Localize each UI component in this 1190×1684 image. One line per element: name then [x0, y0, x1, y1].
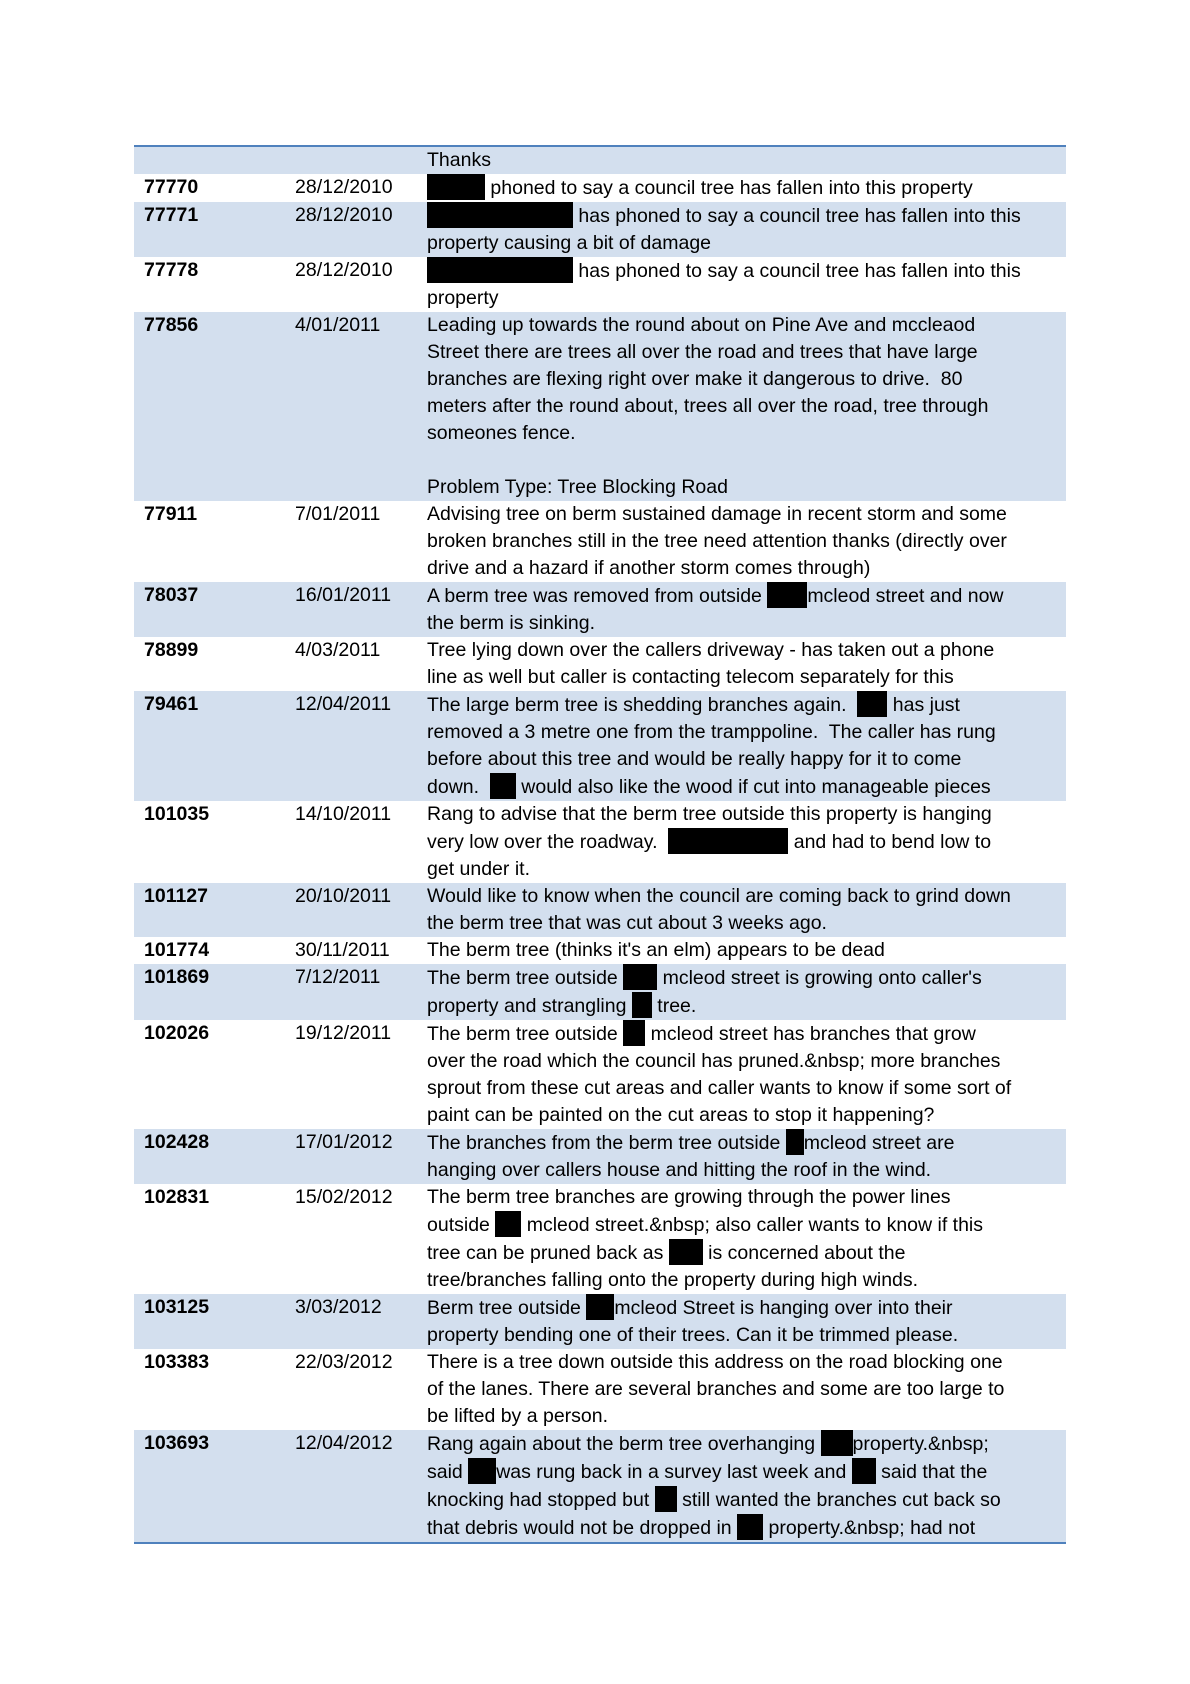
- redaction-block: [495, 1211, 521, 1237]
- description-line: [427, 610, 1062, 637]
- table-row: [134, 1349, 1066, 1430]
- description-text: tree can be pruned back as: [427, 1242, 669, 1264]
- description-text: Advising tree on berm sustained damage in recent storm and some: [427, 503, 1007, 525]
- description-text: that debris would not be dropped in: [427, 1517, 738, 1539]
- record-id: 78899: [144, 639, 199, 661]
- description-text: mcleod Street is hanging over into their: [614, 1297, 953, 1319]
- description-line: [427, 1157, 1062, 1184]
- description-line: [427, 147, 1062, 174]
- description-text: has phoned to say a council tree has fallen into this: [573, 205, 1021, 227]
- description-text: get under it.: [427, 858, 530, 880]
- table-row: [134, 582, 1066, 637]
- redaction-block: [427, 174, 485, 200]
- record-description: [425, 146, 1066, 174]
- redaction-block: [668, 828, 788, 854]
- description-text: said that the: [875, 1461, 988, 1483]
- description-text: would also like the wood if cut into manageable pieces: [515, 776, 991, 798]
- record-description: [425, 637, 1066, 691]
- description-line: [427, 1129, 1062, 1157]
- record-date: 22/03/2012: [295, 1351, 393, 1373]
- description-text: Problem Type: Tree Blocking Road: [427, 476, 728, 498]
- description-text: Street there are trees all over the road and trees that have large: [427, 341, 978, 363]
- description-text: There is a tree down outside this address on the road blocking one: [427, 1351, 1003, 1373]
- redaction-block: [586, 1294, 614, 1320]
- record-date: 12/04/2011: [295, 691, 425, 801]
- redaction-block: [767, 582, 807, 608]
- description-line: [427, 230, 1062, 257]
- record-description: [425, 312, 1066, 501]
- table-row: [134, 1020, 1066, 1129]
- record-id: 101127: [134, 883, 295, 937]
- record-description: [425, 582, 1066, 637]
- record-description: [425, 257, 1066, 312]
- table-row: [134, 501, 1066, 582]
- description-text: The large berm tree is shedding branches again.: [427, 694, 858, 716]
- blank-line: [427, 447, 1062, 474]
- description-text: branches are flexing right over make it dangerous to drive. 80: [427, 368, 963, 390]
- description-line: [427, 1075, 1062, 1102]
- description-line: [427, 474, 1062, 501]
- description-line: [427, 528, 1062, 555]
- description-text: over the road which the council has pruned.&nbsp; more branches: [427, 1050, 1001, 1072]
- table-row: [134, 146, 1066, 174]
- description-text: The berm tree (thinks it's an elm) appears to be dead: [427, 939, 885, 961]
- record-id: 102026: [144, 1022, 210, 1044]
- description-text: phoned to say a council tree has fallen into this property: [485, 177, 973, 199]
- table-row: [134, 174, 1066, 202]
- record-date: 12/04/2012: [295, 1430, 425, 1543]
- record-date: 28/12/2010: [295, 202, 425, 257]
- record-id: 102831: [144, 1186, 210, 1208]
- record-date: 17/01/2012: [295, 1129, 425, 1184]
- description-line: [427, 1322, 1062, 1349]
- redaction-block: [623, 1020, 645, 1046]
- description-line: [427, 312, 1062, 339]
- table-row: [134, 1129, 1066, 1184]
- description-line: [427, 285, 1062, 312]
- record-id: 77778: [144, 259, 199, 281]
- record-date: 14/10/2011: [295, 803, 392, 825]
- redaction-block: [786, 1129, 804, 1155]
- description-text: property: [427, 287, 499, 309]
- description-line: [427, 1403, 1062, 1430]
- record-description: [425, 501, 1066, 582]
- record-id: 101774: [144, 939, 210, 961]
- description-text: Thanks: [427, 149, 491, 171]
- description-text: the berm tree that was cut about 3 weeks ago.: [427, 912, 827, 934]
- redaction-block: [623, 964, 657, 990]
- record-date: 19/12/2011: [295, 1022, 392, 1044]
- record-id: 101035: [144, 803, 210, 825]
- description-line: [427, 257, 1062, 285]
- description-text: property.&nbsp; had not: [763, 1517, 976, 1539]
- record-description: [425, 1294, 1066, 1349]
- table-row: [134, 964, 1066, 1020]
- record-date: 16/01/2011: [295, 582, 425, 637]
- description-line: [427, 937, 1062, 964]
- redaction-block: [737, 1514, 763, 1540]
- description-text: down.: [427, 776, 490, 798]
- record-description: [425, 801, 1066, 883]
- description-text: knocking had stopped but: [427, 1489, 655, 1511]
- record-date: 15/02/2012: [295, 1186, 393, 1208]
- description-text: hanging over callers house and hitting the roof in the wind.: [427, 1159, 932, 1181]
- description-line: [427, 174, 1062, 202]
- description-line: [427, 1102, 1062, 1129]
- description-line: [427, 1430, 1062, 1458]
- table-row: [134, 1430, 1066, 1543]
- table-row: [134, 637, 1066, 691]
- description-text: mcleod street are: [803, 1132, 955, 1154]
- description-line: [427, 366, 1062, 393]
- description-text: sprout from these cut areas and caller wants to know if some sort of: [427, 1077, 1012, 1099]
- redaction-block: [669, 1239, 703, 1265]
- record-id: 102428: [134, 1129, 295, 1184]
- description-text: and had to bend low to: [788, 831, 992, 853]
- description-text: Would like to know when the council are coming back to grind down: [427, 885, 1011, 907]
- description-line: [427, 1020, 1062, 1048]
- description-text: mcleod street has branches that grow: [645, 1023, 976, 1045]
- description-text: someones fence.: [427, 422, 576, 444]
- description-text: Tree lying down over the callers driveway - has taken out a phone: [427, 639, 995, 661]
- record-description: [425, 202, 1066, 257]
- description-text: mcleod street is growing onto caller's: [657, 967, 982, 989]
- description-line: [427, 856, 1062, 883]
- redaction-block: [490, 773, 516, 799]
- description-line: [427, 664, 1062, 691]
- description-line: [427, 1486, 1062, 1514]
- description-text: has just: [887, 694, 960, 716]
- record-date: 20/10/2011: [295, 883, 425, 937]
- description-text: removed a 3 metre one from the tramppoline. The caller has rung: [427, 721, 996, 743]
- description-text: meters after the round about, trees all over the road, tree through: [427, 395, 989, 417]
- redaction-block: [427, 257, 573, 283]
- description-text: Berm tree outside: [427, 1297, 587, 1319]
- record-id: 103383: [144, 1351, 210, 1373]
- table-row: [134, 937, 1066, 964]
- description-line: [427, 637, 1062, 664]
- table-row: [134, 883, 1066, 937]
- record-date: 7/01/2011: [295, 503, 381, 525]
- record-date: 4/01/2011: [295, 312, 425, 501]
- record-description: [425, 883, 1066, 937]
- description-text: was rung back in a survey last week and: [496, 1461, 852, 1483]
- description-text: drive and a hazard if another storm comes through): [427, 557, 871, 579]
- record-description: [425, 174, 1066, 202]
- description-line: [427, 1211, 1062, 1239]
- description-text: paint can be painted on the cut areas to stop it happening?: [427, 1104, 935, 1126]
- record-date: 3/03/2012: [295, 1294, 425, 1349]
- record-description: [425, 964, 1066, 1020]
- description-line: [427, 1349, 1062, 1376]
- record-date: 4/03/2011: [295, 639, 381, 661]
- description-line: [427, 1514, 1062, 1542]
- description-text: Rang to advise that the berm tree outside this property is hanging: [427, 803, 992, 825]
- record-description: [425, 1349, 1066, 1430]
- record-id: 79461: [134, 691, 295, 801]
- description-line: [427, 1184, 1062, 1211]
- description-text: of the lanes. There are several branches and some are too large to: [427, 1378, 1005, 1400]
- description-text: property causing a bit of damage: [427, 232, 712, 254]
- description-line: [427, 1376, 1062, 1403]
- description-line: [427, 910, 1062, 937]
- record-id: 77911: [144, 503, 198, 525]
- description-text: the berm is sinking.: [427, 612, 595, 634]
- record-description: [425, 1184, 1066, 1294]
- description-line: [427, 582, 1062, 610]
- description-text: The berm tree branches are growing through the power lines: [427, 1186, 951, 1208]
- description-line: [427, 746, 1062, 773]
- description-text: tree.: [651, 995, 697, 1017]
- description-text: The berm tree outside: [427, 1023, 624, 1045]
- record-date: [295, 146, 425, 174]
- description-line: [427, 801, 1062, 828]
- description-text: The branches from the berm tree outside: [427, 1132, 786, 1154]
- description-text: has phoned to say a council tree has fallen into this: [573, 260, 1021, 282]
- table-row: [134, 801, 1066, 883]
- description-line: [427, 393, 1062, 420]
- record-date: 30/11/2011: [295, 939, 390, 961]
- redaction-block: [468, 1458, 496, 1484]
- description-line: [427, 555, 1062, 582]
- description-line: [427, 719, 1062, 746]
- description-text: Rang again about the berm tree overhanging: [427, 1433, 821, 1455]
- description-line: [427, 773, 1062, 801]
- record-id: 77770: [144, 176, 199, 198]
- record-date: 7/12/2011: [295, 964, 425, 1020]
- description-line: [427, 420, 1062, 447]
- redaction-block: [857, 691, 887, 717]
- record-id: 78037: [134, 582, 295, 637]
- description-text: property and strangling: [427, 995, 632, 1017]
- description-text: very low over the roadway.: [427, 831, 669, 853]
- table-row: [134, 691, 1066, 801]
- description-line: [427, 992, 1062, 1020]
- description-text: A berm tree was removed from outside: [427, 585, 768, 607]
- description-line: [427, 1048, 1062, 1075]
- description-text: mcleod street.&nbsp; also caller wants to know if this: [521, 1214, 984, 1236]
- description-line: [427, 1294, 1062, 1322]
- description-text: is concerned about the: [702, 1242, 906, 1264]
- redaction-block: [632, 992, 652, 1018]
- table-row: [134, 1184, 1066, 1294]
- table-row: [134, 202, 1066, 257]
- description-line: [427, 1239, 1062, 1267]
- record-id: 77856: [134, 312, 295, 501]
- description-line: [427, 339, 1062, 366]
- description-text: Leading up towards the round about on Pine Ave and mccleaod: [427, 314, 976, 336]
- description-text: broken branches still in the tree need attention thanks (directly over: [427, 530, 1007, 552]
- description-text: said: [427, 1461, 469, 1483]
- description-line: [427, 1458, 1062, 1486]
- record-id: [134, 146, 295, 174]
- redaction-block: [427, 202, 573, 228]
- record-description: [425, 691, 1066, 801]
- record-description: [425, 1430, 1066, 1543]
- table-row: [134, 257, 1066, 312]
- record-description: [425, 1129, 1066, 1184]
- record-id: 103693: [134, 1430, 295, 1543]
- record-description: [425, 937, 1066, 964]
- description-line: [427, 964, 1062, 992]
- table-row: [134, 1294, 1066, 1349]
- description-line: [427, 828, 1062, 856]
- description-text: outside: [427, 1214, 496, 1236]
- description-line: [427, 1267, 1062, 1294]
- record-date: 28/12/2010: [295, 259, 393, 281]
- description-text: The berm tree outside: [427, 967, 624, 989]
- description-text: be lifted by a person.: [427, 1405, 609, 1427]
- description-line: [427, 691, 1062, 719]
- description-line: [427, 883, 1062, 910]
- description-line: [427, 501, 1062, 528]
- redaction-block: [821, 1430, 853, 1456]
- description-text: before about this tree and would be really happy for it to come: [427, 748, 962, 770]
- description-text: property.&nbsp;: [852, 1433, 989, 1455]
- record-description: [425, 1020, 1066, 1129]
- record-date: 28/12/2010: [295, 176, 393, 198]
- description-text: mcleod street and now: [807, 585, 1004, 607]
- record-id: 101869: [134, 964, 295, 1020]
- description-text: still wanted the branches cut back so: [676, 1489, 1001, 1511]
- record-id: 77771: [134, 202, 295, 257]
- description-text: line as well but caller is contacting telecom separately for this: [427, 666, 954, 688]
- record-id: 103125: [134, 1294, 295, 1349]
- description-text: property bending one of their trees. Can it be trimmed please.: [427, 1324, 959, 1346]
- description-line: [427, 202, 1062, 230]
- description-text: tree/branches falling onto the property during high winds.: [427, 1269, 919, 1291]
- table-row: [134, 312, 1066, 501]
- records-table: [134, 145, 1066, 1544]
- redaction-block: [655, 1486, 677, 1512]
- records-table-body: [134, 146, 1066, 1543]
- redaction-block: [852, 1458, 876, 1484]
